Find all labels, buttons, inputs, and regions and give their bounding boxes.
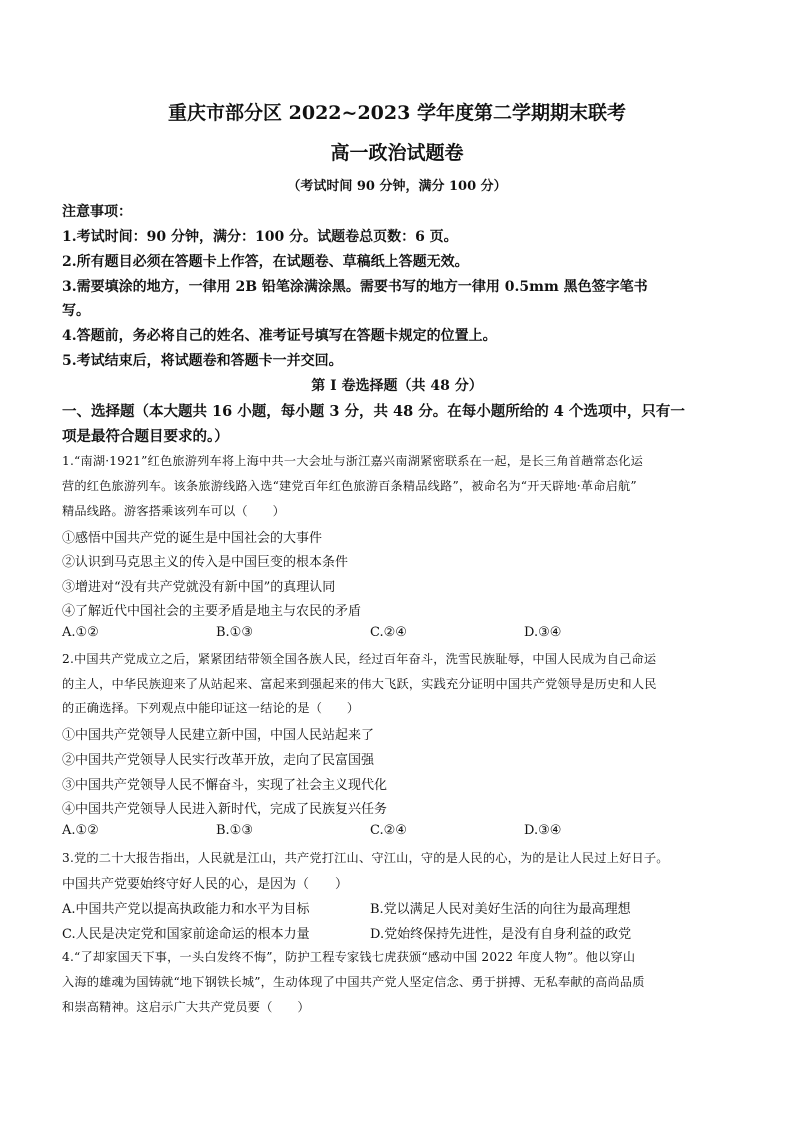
q2-option: ②中国共产党领导人民实行改革开放，走向了民富国强: [62, 753, 375, 768]
choice-a[interactable]: A.中国共产党以提高执政能力和水平为目标: [62, 902, 310, 917]
choice-d[interactable]: D.③④: [524, 625, 562, 640]
q1-option: ②认识到马克思主义的传入是中国巨变的根本条件: [62, 555, 349, 570]
q4-stem: 4.“了却家国天下事，一头白发终不悔”，防护工程专家钱七虎获颁“感动中国 2022 年度人物”。他以穿山: [62, 950, 636, 964]
q3-stem: 中国共产党要始终守好人民的心，是因为（ ）: [62, 877, 349, 892]
choice-b[interactable]: B.①③: [216, 823, 253, 838]
notes-heading: 注意事项：: [62, 204, 132, 220]
section-instruction: 项是最符合题目要求的。）: [62, 428, 229, 445]
note-line: 1.考试时间：90 分钟，满分：100 分。试题卷总页数：6 页。: [62, 229, 458, 245]
q2-stem: 的主人，中华民族迎来了从站起来、富起来到强起来的伟大飞跃，实践充分证明中国共产党领导是历史和人民: [62, 677, 657, 691]
choice-a[interactable]: A.①②: [62, 823, 99, 838]
q2-stem: 2.中国共产党成立之后，紧紧团结带领全国各族人民，经过百年奋斗，洗雪民族耻辱，中国人民成为自己命运: [62, 652, 657, 666]
q4-stem: 入海的雄魂为国铸就“地下钢铁长城”，生动体现了中国共产党人坚定信念、勇于拼搏、无私奉献的高尚品质: [62, 975, 645, 989]
choice-c[interactable]: C.人民是决定党和国家前途命运的根本力量: [62, 927, 310, 942]
q2-option: ①中国共产党领导人民建立新中国，中国人民站起来了: [62, 728, 375, 743]
note-line: 3.需要填涂的地方，一律用 2B 铅笔涂满涂黑。需要书写的地方一律用 0.5mm 黑色签字笔书: [62, 279, 648, 295]
choice-b[interactable]: B.①③: [216, 625, 253, 640]
choice-a[interactable]: A.①②: [62, 625, 99, 640]
note-line: 4.答题前，务必将自己的姓名、准考证号填写在答题卡规定的位置上。: [62, 328, 497, 344]
q3-stem: 3.党的二十大报告指出，人民就是江山，共产党打江山、守江山，守的是人民的心，为的是让人民过上好日子。: [62, 851, 669, 865]
choice-d[interactable]: D.③④: [524, 823, 562, 838]
q1-option: ③增进对“没有共产党就没有新中国”的真理认同: [62, 580, 336, 595]
note-line: 5.考试结束后，将试题卷和答题卡一并交回。: [62, 353, 343, 369]
choice-b[interactable]: B.党以满足人民对美好生活的向往为最高理想: [370, 902, 631, 917]
q1-stem: 1.“南湖·1921”红色旅游列车将上海中共一大会址与浙江嘉兴南湖紧密联系在一起，是长三角首趟常态化运: [62, 454, 644, 468]
choice-d[interactable]: D.党始终保持先进性，是没有自身利益的政党: [370, 927, 632, 942]
choice-c[interactable]: C.②④: [370, 625, 407, 640]
note-line: 2.所有题目必须在答题卡上作答，在试题卷、草稿纸上答题无效。: [62, 254, 469, 270]
part1-heading: 第 I 卷选择题（共 48 分）: [311, 378, 483, 394]
q1-option: ①感悟中国共产党的诞生是中国社会的大事件: [62, 531, 323, 546]
q1-option: ④了解近代中国社会的主要矛盾是地主与农民的矛盾: [62, 604, 362, 619]
q1-stem: 精品线路。游客搭乘该列车可以（ ）: [62, 504, 285, 518]
exam-subtitle: 高一政治试题卷: [330, 142, 464, 164]
exam-info: （考试时间 90 分钟，满分 100 分）: [287, 179, 507, 194]
q4-stem: 和崇高精神。这启示广大共产党员要（ ）: [62, 1000, 310, 1014]
choice-c[interactable]: C.②④: [370, 823, 407, 838]
exam-title: 重庆市部分区 2022~2023 学年度第二学期期末联考: [168, 102, 626, 124]
section-instruction: 一、选择题（本大题共 16 小题，每小题 3 分，共 48 分。在每小题所给的 4 个选项中，只有一: [62, 403, 685, 420]
q2-option: ④中国共产党领导人民进入新时代，完成了民族复兴任务: [62, 802, 388, 817]
q1-stem: 营的红色旅游列车。该条旅游线路入选“建党百年红色旅游百条精品线路”，被命名为“开天辟地·革命启航”: [62, 479, 637, 493]
note-line: 写。: [62, 303, 90, 319]
q2-stem: 的正确选择。下列观点中能印证这一结论的是（ ）: [62, 701, 360, 715]
q2-option: ③中国共产党领导人民不懈奋斗，实现了社会主义现代化: [62, 778, 388, 793]
